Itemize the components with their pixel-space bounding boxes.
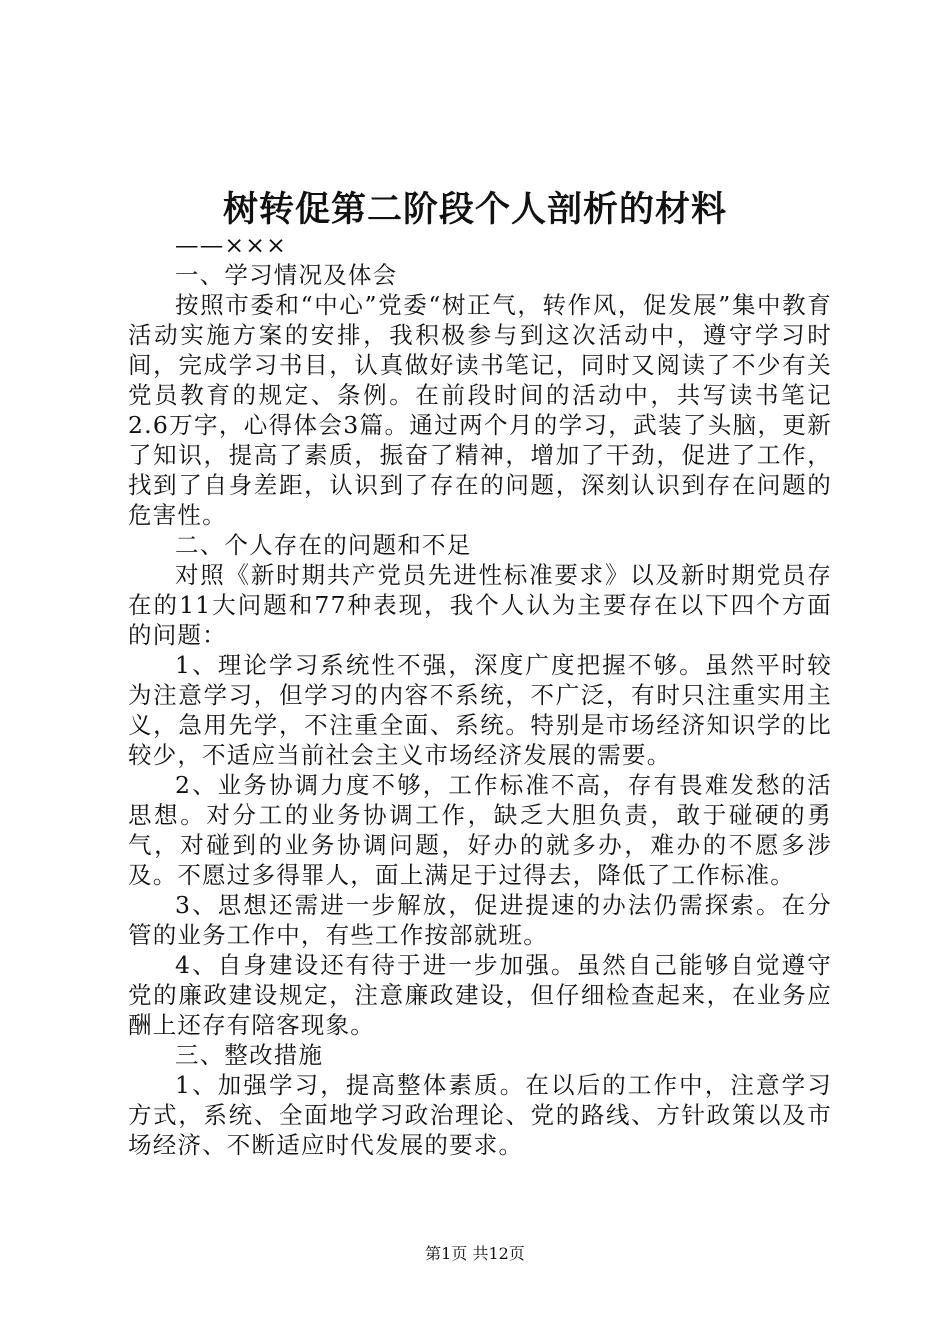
paragraph-problem-2: 2、业务协调力度不够，工作标准不高，存有畏难发愁的活思想。对分工的业务协调工作，缺乏大胆负责，敢于碰硬的勇气，对碰到的业务协调问题，好办的就多办，难办的不愿多涉及。不愿过多得罪人，面上满足于过得去，降低了工作标准。 xyxy=(128,771,832,889)
page-number-footer: 第1页 共12页 xyxy=(425,1244,525,1263)
author-line: ——××× xyxy=(175,231,288,259)
paragraph-problem-4: 4、自身建设还有待于进一步加强。虽然自己能够自觉遵守党的廉政建设规定，注意廉政建设，但仔细检查起来，在业务应酬上还存有陪客现象。 xyxy=(128,951,832,1039)
paragraph-problems-intro: 对照《新时期共产党员先进性标准要求》以及新时期党员存在的11大问题和77种表现，我个人认为主要存在以下四个方面的问题： xyxy=(128,561,832,649)
paragraph-measure-1: 1、加强学习，提高整体素质。在以后的工作中，注意学习方式，系统、全面地学习政治理论、党的路线、方针政策以及市场经济、不断适应时代发展的要求。 xyxy=(128,1071,832,1159)
section-heading-study: 一、学习情况及体会 xyxy=(175,261,398,289)
paragraph-problem-3: 3、思想还需进一步解放，促进提速的办法仍需探索。在分管的业务工作中，有些工作按部就班。 xyxy=(128,891,832,949)
document-body xyxy=(128,230,832,1160)
paragraph-problem-1: 1、理论学习系统性不强，深度广度把握不够。虽然平时较为注意学习，但学习的内容不系统，不广泛，有时只注重实用主义，急用先学，不注重全面、系统。特别是市场经济知识学的比较少，不适应当前社会主义市场经济发展的需要。 xyxy=(128,651,832,769)
paragraph-study: 按照市委和“中心”党委“树正气，转作风，促发展”集中教育活动实施方案的安排，我积极参与到这次活动中，遵守学习时间，完成学习书目，认真做好读书笔记，同时又阅读了不少有关党员教育的规定、条例。在前段时间的活动中，共写读书笔记2.6万字，心得体会3篇。通过两个月的学习，武装了头脑，更新了知识，提高了素质，振奋了精神，增加了干劲，促进了工作，找到了自身差距，认识到了存在的问题，深刻认识到存在问题的危害性。 xyxy=(128,291,832,529)
document-title: 树转促第二阶段个人剖析的材料 xyxy=(222,189,727,230)
section-heading-problems: 二、个人存在的问题和不足 xyxy=(175,531,472,559)
section-heading-measures: 三、整改措施 xyxy=(175,1041,324,1069)
